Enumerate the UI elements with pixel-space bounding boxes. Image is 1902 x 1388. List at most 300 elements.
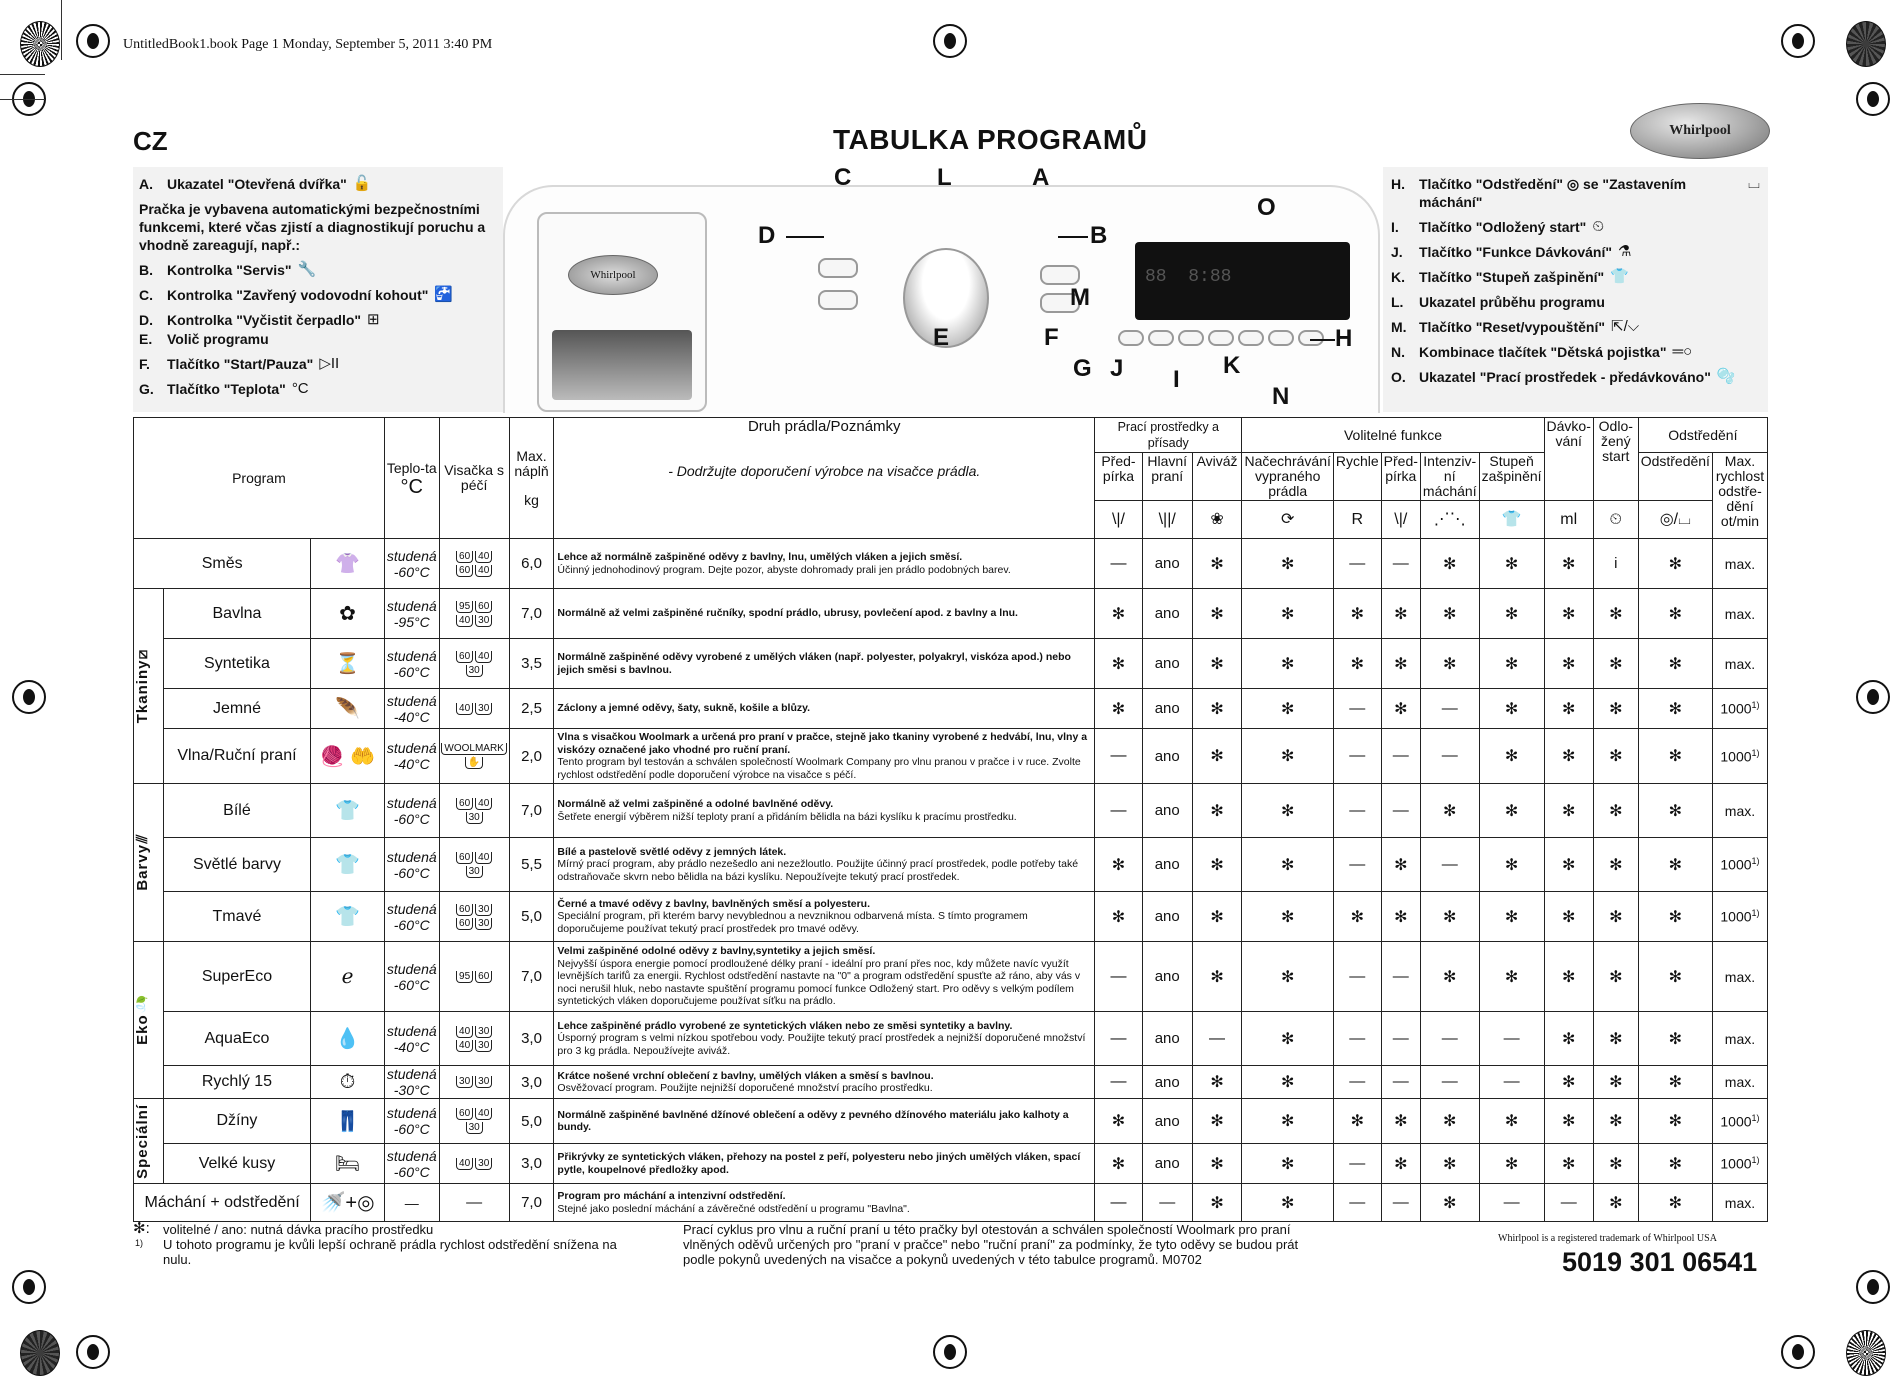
- option-delay-start: ✻: [1593, 729, 1638, 784]
- program-icon: 🛏: [311, 1144, 385, 1184]
- header-temp: Teplo-ta: [386, 460, 437, 476]
- max-spin-speed: [1712, 838, 1767, 892]
- option-dosing: ✻: [1544, 589, 1593, 639]
- option-prewash-2: ✻: [1381, 689, 1420, 729]
- spin-value: 1000: [1720, 856, 1752, 873]
- legend-text: Tlačítko "Odstředění" ◎ se "Zastavením máchání": [1419, 176, 1687, 210]
- option-dosing: ✻: [1544, 689, 1593, 729]
- panel-button-left-2: [818, 290, 858, 310]
- option-dosing: ✻: [1544, 1066, 1593, 1099]
- option-softener: ✻: [1192, 539, 1242, 589]
- option-quick: —: [1333, 689, 1381, 729]
- spin-footnote: 1): [1751, 908, 1760, 919]
- care-tag-icon: 30: [466, 866, 483, 878]
- option-delay-start: ✻: [1593, 1099, 1638, 1144]
- description-bold: Normálně až velmi zašpiněné a odolné bavlněné oděvy.: [557, 798, 834, 810]
- temperature-value: -60°C: [393, 976, 430, 993]
- option-delay-start: ✻: [1593, 1066, 1638, 1099]
- legend-left: [133, 167, 503, 412]
- spin-footnote: 1): [1751, 747, 1760, 758]
- care-tag-icon: 40: [456, 615, 473, 627]
- program-description: [554, 838, 1095, 892]
- registration-mark: [76, 24, 110, 58]
- care-tag-icon: ✋: [465, 757, 483, 769]
- legend-item-l: [1391, 293, 1760, 311]
- temperature-value: -60°C: [393, 663, 430, 680]
- spin-value: 1000: [1720, 748, 1752, 765]
- header-prewash-2: Před-pírka: [1383, 453, 1418, 484]
- program-name: Bavlna: [163, 589, 311, 639]
- softener-flower-icon: ❀: [1192, 501, 1242, 539]
- option-intensive-rinse: ✻: [1420, 1184, 1479, 1222]
- child-lock-icon: ═○: [1672, 343, 1693, 360]
- option-mainwash: ano: [1142, 1144, 1192, 1184]
- max-load: 3,0: [509, 1066, 554, 1099]
- header-dosing: Dávko-vání: [1546, 418, 1591, 449]
- option-quick: —: [1333, 1184, 1381, 1222]
- col-fluff: [1242, 453, 1333, 501]
- option-soil-level: ✻: [1479, 1144, 1544, 1184]
- col-program: [134, 418, 385, 539]
- option-prewash-2: —: [1381, 1066, 1420, 1099]
- care-labels: [439, 689, 509, 729]
- program-temperature: [384, 1184, 439, 1222]
- program-description: [554, 784, 1095, 838]
- description-bold: Normálně až velmi zašpiněné ručníky, spodní prádlo, ubrusy, povlečení apod. z bavlny a lnu.: [557, 607, 1018, 620]
- program-name: Bílé: [163, 784, 311, 838]
- col-prewash-2: [1381, 453, 1420, 501]
- program-temperature: [384, 1144, 439, 1184]
- soil-level-icon: 👕: [1610, 268, 1629, 285]
- care-tag-icon: 30: [475, 1026, 492, 1038]
- spin-footnote: 1): [1751, 1112, 1760, 1123]
- option-fluff: ✻: [1242, 689, 1333, 729]
- registration-mark: [933, 24, 967, 58]
- category-icon: ⧄: [134, 648, 151, 660]
- legend-item-k: [1391, 268, 1760, 286]
- legend-item-j: [1391, 243, 1760, 261]
- care-labels: [439, 589, 509, 639]
- legend-text: Kontrolka "Servis": [167, 262, 292, 278]
- program-description: [554, 589, 1095, 639]
- temperature-value: —: [404, 1194, 419, 1211]
- program-icon: 🚿+◎: [311, 1184, 385, 1222]
- brand-name: Whirlpool: [1669, 123, 1731, 138]
- category-icon: ⫻: [134, 834, 151, 845]
- display-temp: 88: [1145, 267, 1167, 287]
- option-prewash: —: [1095, 729, 1143, 784]
- option-intensive-rinse: —: [1420, 838, 1479, 892]
- care-tag-icon: 60: [456, 852, 473, 864]
- option-softener: ✻: [1192, 639, 1242, 689]
- max-spin-speed: [1712, 1099, 1767, 1144]
- temperature-value: studená: [386, 692, 437, 709]
- legend-letter: G.: [139, 381, 154, 397]
- program-description: [554, 942, 1095, 1012]
- description-bold: Černé a tmavé oděvy z bavlny, bavlněných směsí a polyesteru.: [557, 897, 871, 910]
- description-text: Šetřete energií výběrem nižší teploty praní a přidáním bělidla na bázi kyslíku k pracímu prostředku.: [557, 810, 1017, 823]
- spin-value: max.: [1724, 555, 1756, 572]
- option-prewash: —: [1095, 784, 1143, 838]
- program-name: Máchání + odstředění: [134, 1184, 311, 1222]
- program-temperature: [384, 639, 439, 689]
- legend-letter: B.: [139, 262, 153, 278]
- temperature-value: -40°C: [393, 1038, 430, 1055]
- care-tag-icon: 40: [475, 565, 492, 577]
- legend-item-i: [1391, 218, 1760, 236]
- option-soil-level: ✻: [1479, 784, 1544, 838]
- option-dosing: ✻: [1544, 942, 1593, 1012]
- option-intensive-rinse: ✻: [1420, 539, 1479, 589]
- callout-n: N: [1272, 383, 1290, 410]
- legend-letter: H.: [1391, 176, 1405, 192]
- max-spin-speed: [1712, 942, 1767, 1012]
- water-tap-icon: 🚰: [434, 286, 454, 303]
- option-prewash-2: ✻: [1381, 1099, 1420, 1144]
- callout-e: E: [933, 324, 950, 351]
- option-dosing: —: [1544, 1184, 1593, 1222]
- legend-letter: F.: [139, 356, 150, 372]
- prewash-icon: \|/: [1381, 501, 1420, 539]
- crop-line: [0, 74, 45, 75]
- spin-value: max.: [1724, 1074, 1756, 1090]
- callout-o: O: [1257, 194, 1276, 221]
- description-bold: Lehce až normálně zašpiněné oděvy z bavlny, lnu, umělých vláken a jejich směsí.: [557, 551, 963, 563]
- care-tag-icon: 40: [456, 703, 473, 715]
- registration-sunburst: [20, 21, 60, 67]
- callout-arrow: [786, 236, 824, 238]
- col-quick: [1333, 453, 1381, 501]
- option-prewash: ✻: [1095, 838, 1143, 892]
- care-tag-icon: 30: [456, 1076, 473, 1088]
- care-tag-icon: 30: [475, 615, 492, 627]
- option-intensive-rinse: ✻: [1420, 942, 1479, 1012]
- program-icon: ℯ: [311, 942, 385, 1012]
- care-labels: [439, 729, 509, 784]
- option-quick: —: [1333, 838, 1381, 892]
- option-quick: —: [1333, 729, 1381, 784]
- option-dosing: ✻: [1544, 892, 1593, 942]
- col-load: [509, 418, 554, 539]
- temperature-value: -40°C: [393, 756, 430, 772]
- option-soil-level: ✻: [1479, 639, 1544, 689]
- option-fluff: ✻: [1242, 1099, 1333, 1144]
- col-dosing: [1544, 418, 1593, 501]
- registration-mark: [1781, 24, 1815, 58]
- description-bold: Lehce zašpiněné prádlo vyrobené ze syntetických vláken nebo ze směsi syntetiky a bavlny.: [557, 1019, 1013, 1032]
- category-cell: [134, 942, 164, 1099]
- col-temp: [384, 418, 439, 539]
- legend-text: Kontrolka "Vyčistit čerpadlo": [167, 312, 362, 328]
- care-tag-icon: 30: [466, 1122, 483, 1134]
- program-icon: 🪶: [311, 689, 385, 729]
- option-intensive-rinse: ✻: [1420, 589, 1479, 639]
- symbol-meaning: volitelné / ano: nutná dávka pracího prostředku: [163, 1222, 434, 1237]
- option-soil-level: ✻: [1479, 729, 1544, 784]
- care-labels: [439, 1012, 509, 1066]
- optional-asterisk-icon: ✻:: [133, 1220, 150, 1237]
- header-load-unit: kg: [524, 491, 539, 508]
- option-spin: ✻: [1638, 1184, 1712, 1222]
- registration-sunburst: [1846, 21, 1886, 67]
- category-cell: [134, 784, 164, 942]
- program-temperature: [384, 892, 439, 942]
- book-header: UntitledBook1.book Page 1 Monday, September 5, 2011 3:40 PM: [123, 37, 493, 52]
- page-title: TABULKA PROGRAMŮ: [833, 124, 1148, 155]
- option-prewash: —: [1095, 539, 1143, 589]
- option-delay-start: ✻: [1593, 1012, 1638, 1066]
- program-icon: 👚: [311, 539, 385, 589]
- program-temperature: [384, 942, 439, 1012]
- legend-item-g: [139, 380, 497, 398]
- footnote-marker: 1): [135, 1238, 144, 1248]
- option-mainwash: —: [1142, 1184, 1192, 1222]
- option-softener: ✻: [1192, 1066, 1242, 1099]
- program-description: [554, 892, 1095, 942]
- legend-letter: D.: [139, 312, 153, 328]
- legend-text: Ukazatel průběhu programu: [1419, 294, 1605, 310]
- legend-text: Tlačítko "Reset/vypouštění": [1419, 319, 1605, 335]
- option-mainwash: ano: [1142, 639, 1192, 689]
- program-description: [554, 1012, 1095, 1066]
- shower-rinse-icon: ⋰⋱: [1420, 501, 1479, 539]
- option-intensive-rinse: ✻: [1420, 639, 1479, 689]
- soil-level-button: [1268, 330, 1294, 346]
- legend-letter: L.: [1391, 294, 1404, 310]
- option-dosing: ✻: [1544, 539, 1593, 589]
- max-load: 2,0: [509, 729, 554, 784]
- language-code: CZ: [133, 126, 168, 156]
- option-prewash: ✻: [1095, 639, 1143, 689]
- spin-value: 1000: [1720, 1113, 1752, 1130]
- option-prewash: ✻: [1095, 1144, 1143, 1184]
- option-quick: —: [1333, 539, 1381, 589]
- legend-item-d: [139, 311, 497, 329]
- temperature-value: -95°C: [393, 613, 430, 630]
- category-label: Speciální: [134, 1103, 151, 1179]
- option-mainwash: ano: [1142, 942, 1192, 1012]
- option-spin: ✻: [1638, 689, 1712, 729]
- care-tag-icon: 40: [475, 798, 492, 810]
- legend-item-f: [139, 355, 497, 373]
- option-softener: ✻: [1192, 729, 1242, 784]
- callout-j: J: [1110, 355, 1124, 382]
- legend-item-e: [139, 330, 497, 348]
- group-options: [1242, 418, 1544, 453]
- care-tag-icon: 95: [456, 971, 473, 983]
- registration-mark: [12, 680, 46, 714]
- program-description: [554, 1144, 1095, 1184]
- option-spin: ✻: [1638, 838, 1712, 892]
- program-temperature: [384, 838, 439, 892]
- description-bold: Vlna s visačkou Woolmark a určená pro praní v pračce, stejně jako tkaniny vyrobené z hedvábí, lnu, vlny a viskózy označené jako vhodné pro ruční praní.: [557, 731, 1088, 756]
- table-row: [134, 942, 1768, 1012]
- max-spin-speed: [1712, 589, 1767, 639]
- program-description: [554, 1066, 1095, 1099]
- care-tag-icon: 30: [475, 703, 492, 715]
- option-softener: ✻: [1192, 942, 1242, 1012]
- option-mainwash: ano: [1142, 1012, 1192, 1066]
- max-load: 6,0: [509, 539, 554, 589]
- program-name: Velké kusy: [163, 1144, 311, 1184]
- care-tag-icon: 40: [456, 1158, 473, 1170]
- max-load: 7,0: [509, 1184, 554, 1222]
- registration-mark: [12, 1270, 46, 1304]
- option-fluff: ✻: [1242, 1184, 1333, 1222]
- option-soil-level: —: [1479, 1184, 1544, 1222]
- max-load: 3,0: [509, 1144, 554, 1184]
- option-soil-level: ✻: [1479, 942, 1544, 1012]
- legend-letter: I.: [1391, 219, 1399, 235]
- max-load: 2,5: [509, 689, 554, 729]
- program-icon: 💧: [311, 1012, 385, 1066]
- callout-c: C: [834, 164, 852, 191]
- program-icon: 🧶 🤲: [311, 729, 385, 784]
- header-program: Program: [232, 469, 286, 486]
- option-fluff: ✻: [1242, 892, 1333, 942]
- care-labels: [439, 639, 509, 689]
- option-prewash: ✻: [1095, 589, 1143, 639]
- option-quick: ✻: [1333, 892, 1381, 942]
- care-tag-icon: 40: [456, 1026, 473, 1038]
- header-load: Max. náplň: [514, 447, 549, 479]
- callout-arrow: [1058, 236, 1088, 238]
- option-softener: ✻: [1192, 689, 1242, 729]
- option-fluff: ✻: [1242, 784, 1333, 838]
- trademark-note: Whirlpool is a registered trademark of Whirlpool USA: [1498, 1233, 1717, 1244]
- option-fluff: ✻: [1242, 1144, 1333, 1184]
- care-labels: [439, 892, 509, 942]
- program-name: Jemné: [163, 689, 311, 729]
- legend-text: Tlačítko "Odložený start": [1419, 219, 1587, 235]
- care-tag-icon: 95: [456, 601, 473, 613]
- registration-mark: [933, 1335, 967, 1369]
- program-table: [133, 417, 1768, 1222]
- option-prewash: —: [1095, 1066, 1143, 1099]
- option-delay-start: ✻: [1593, 589, 1638, 639]
- option-prewash-2: ✻: [1381, 892, 1420, 942]
- dosing-button: [1148, 330, 1174, 346]
- legend-text: Tlačítko "Teplota": [167, 381, 286, 397]
- option-quick: —: [1333, 1144, 1381, 1184]
- care-tag-icon: 30: [475, 904, 492, 916]
- option-quick: ✻: [1333, 589, 1381, 639]
- temperature-value: -60°C: [393, 1121, 430, 1137]
- max-spin-speed: [1712, 1144, 1767, 1184]
- header-quick: Rychle: [1335, 453, 1379, 469]
- callout-h: H: [1335, 325, 1353, 352]
- table-row: [134, 892, 1768, 942]
- option-prewash: ✻: [1095, 892, 1143, 942]
- group-spin: [1638, 418, 1767, 453]
- reset-button: [1040, 265, 1080, 285]
- max-load: 3,0: [509, 1012, 554, 1066]
- legend-item-o: [1391, 368, 1760, 386]
- care-tag-icon: 40: [475, 651, 492, 663]
- callout-a: A: [1032, 164, 1050, 191]
- option-soil-level: ✻: [1479, 539, 1544, 589]
- callout-b: B: [1090, 222, 1108, 249]
- panel-button-left-1: [818, 258, 858, 278]
- care-labels: [439, 1144, 509, 1184]
- program-icon: ⏱: [311, 1066, 385, 1099]
- spin-value: max.: [1724, 655, 1756, 672]
- care-tag-icon: 40: [475, 1108, 492, 1120]
- temperature-value: studená: [386, 900, 437, 917]
- program-temperature: [384, 689, 439, 729]
- option-quick: —: [1333, 942, 1381, 1012]
- callout-l: L: [937, 164, 952, 191]
- header-fluff: Načechrávání vypraného prádla: [1244, 453, 1331, 499]
- header-soil-level: Stupeň zašpinění: [1481, 453, 1542, 484]
- option-softener: ✻: [1192, 892, 1242, 942]
- option-delay-start: ✻: [1593, 1184, 1638, 1222]
- legend-letter: O.: [1391, 369, 1406, 385]
- pump-filter-icon: ⊞: [367, 311, 380, 328]
- care-tag-icon: 40: [456, 1040, 473, 1052]
- legend-item-h: [1391, 175, 1760, 211]
- program-temperature: [384, 1012, 439, 1066]
- col-prewash: [1095, 453, 1143, 501]
- header-group-detergents: Prací prostředky a přísady: [1117, 420, 1220, 450]
- option-fluff: ✻: [1242, 729, 1333, 784]
- description-text: Osvěžovací program. Použijte nejnižší doporučené množství pracího prostředku.: [557, 1082, 933, 1094]
- max-spin-speed: [1712, 892, 1767, 942]
- max-spin-speed: [1712, 539, 1767, 589]
- option-spin: ✻: [1638, 942, 1712, 1012]
- col-spin: [1638, 453, 1712, 501]
- option-softener: ✻: [1192, 589, 1242, 639]
- option-softener: ✻: [1192, 1144, 1242, 1184]
- description-text: Nejvyšší úspora energie pomocí prodloužené délky praní - ideální pro praní přes noc, kdy můžete navíc využít levnějších tarifů za energii. Rychlost odstředění nastavte na "0" a program odstředění spusťte až ráno, aby vás v noci nerušil hluk, nebo nastavte spuštění programu pomocí funkce Odložený start. Pro oděvy s velkým podílem syntetických vláken doporučujeme používat síťku na prádlo.: [557, 957, 1081, 1008]
- category-icon: 🍃: [134, 995, 151, 1015]
- option-mainwash: ano: [1142, 1066, 1192, 1099]
- option-intensive-rinse: ✻: [1420, 892, 1479, 942]
- option-delay-start: i: [1593, 539, 1638, 589]
- table-row: [134, 689, 1768, 729]
- option-fluff: ✻: [1242, 589, 1333, 639]
- description-text: Stejné jako poslední máchání a závěrečné odstředění u programu "Bavlna".: [557, 1202, 910, 1215]
- option-soil-level: ✻: [1479, 892, 1544, 942]
- category-label: Eko: [134, 1014, 151, 1045]
- dosing-icon: ⚗: [1618, 243, 1632, 260]
- header-prewash: Před-pírka: [1101, 453, 1136, 484]
- fluff-shirt-icon: ⟳: [1242, 501, 1333, 539]
- option-mainwash: ano: [1142, 838, 1192, 892]
- option-prewash-2: ✻: [1381, 1144, 1420, 1184]
- col-intensive-rinse: [1420, 453, 1479, 501]
- panel-display: [1135, 242, 1350, 320]
- option-spin: ✻: [1638, 1099, 1712, 1144]
- option-intensive-rinse: —: [1420, 1012, 1479, 1066]
- delay-start-icon: ⏲: [1592, 218, 1605, 235]
- option-quick: ✻: [1333, 1099, 1381, 1144]
- safety-note: Pračka je vybavena automatickými bezpečnostními funkcemi, které včas zjistí a diagnostikují poruchu a vhodně zareagují, např.:: [139, 201, 486, 253]
- table-row: [134, 838, 1768, 892]
- quick-r-icon: R: [1333, 501, 1381, 539]
- care-labels: [439, 539, 509, 589]
- callout-arrow: [1310, 339, 1335, 341]
- program-icon: 👕: [311, 784, 385, 838]
- option-dosing: ✻: [1544, 729, 1593, 784]
- legend-letter: J.: [1391, 244, 1403, 260]
- option-delay-start: ✻: [1593, 892, 1638, 942]
- option-spin: ✻: [1638, 539, 1712, 589]
- temperature-value: studená: [386, 960, 437, 977]
- option-prewash: —: [1095, 1012, 1143, 1066]
- spin-footnote: 1): [1751, 856, 1760, 867]
- program-icon: 👕: [311, 838, 385, 892]
